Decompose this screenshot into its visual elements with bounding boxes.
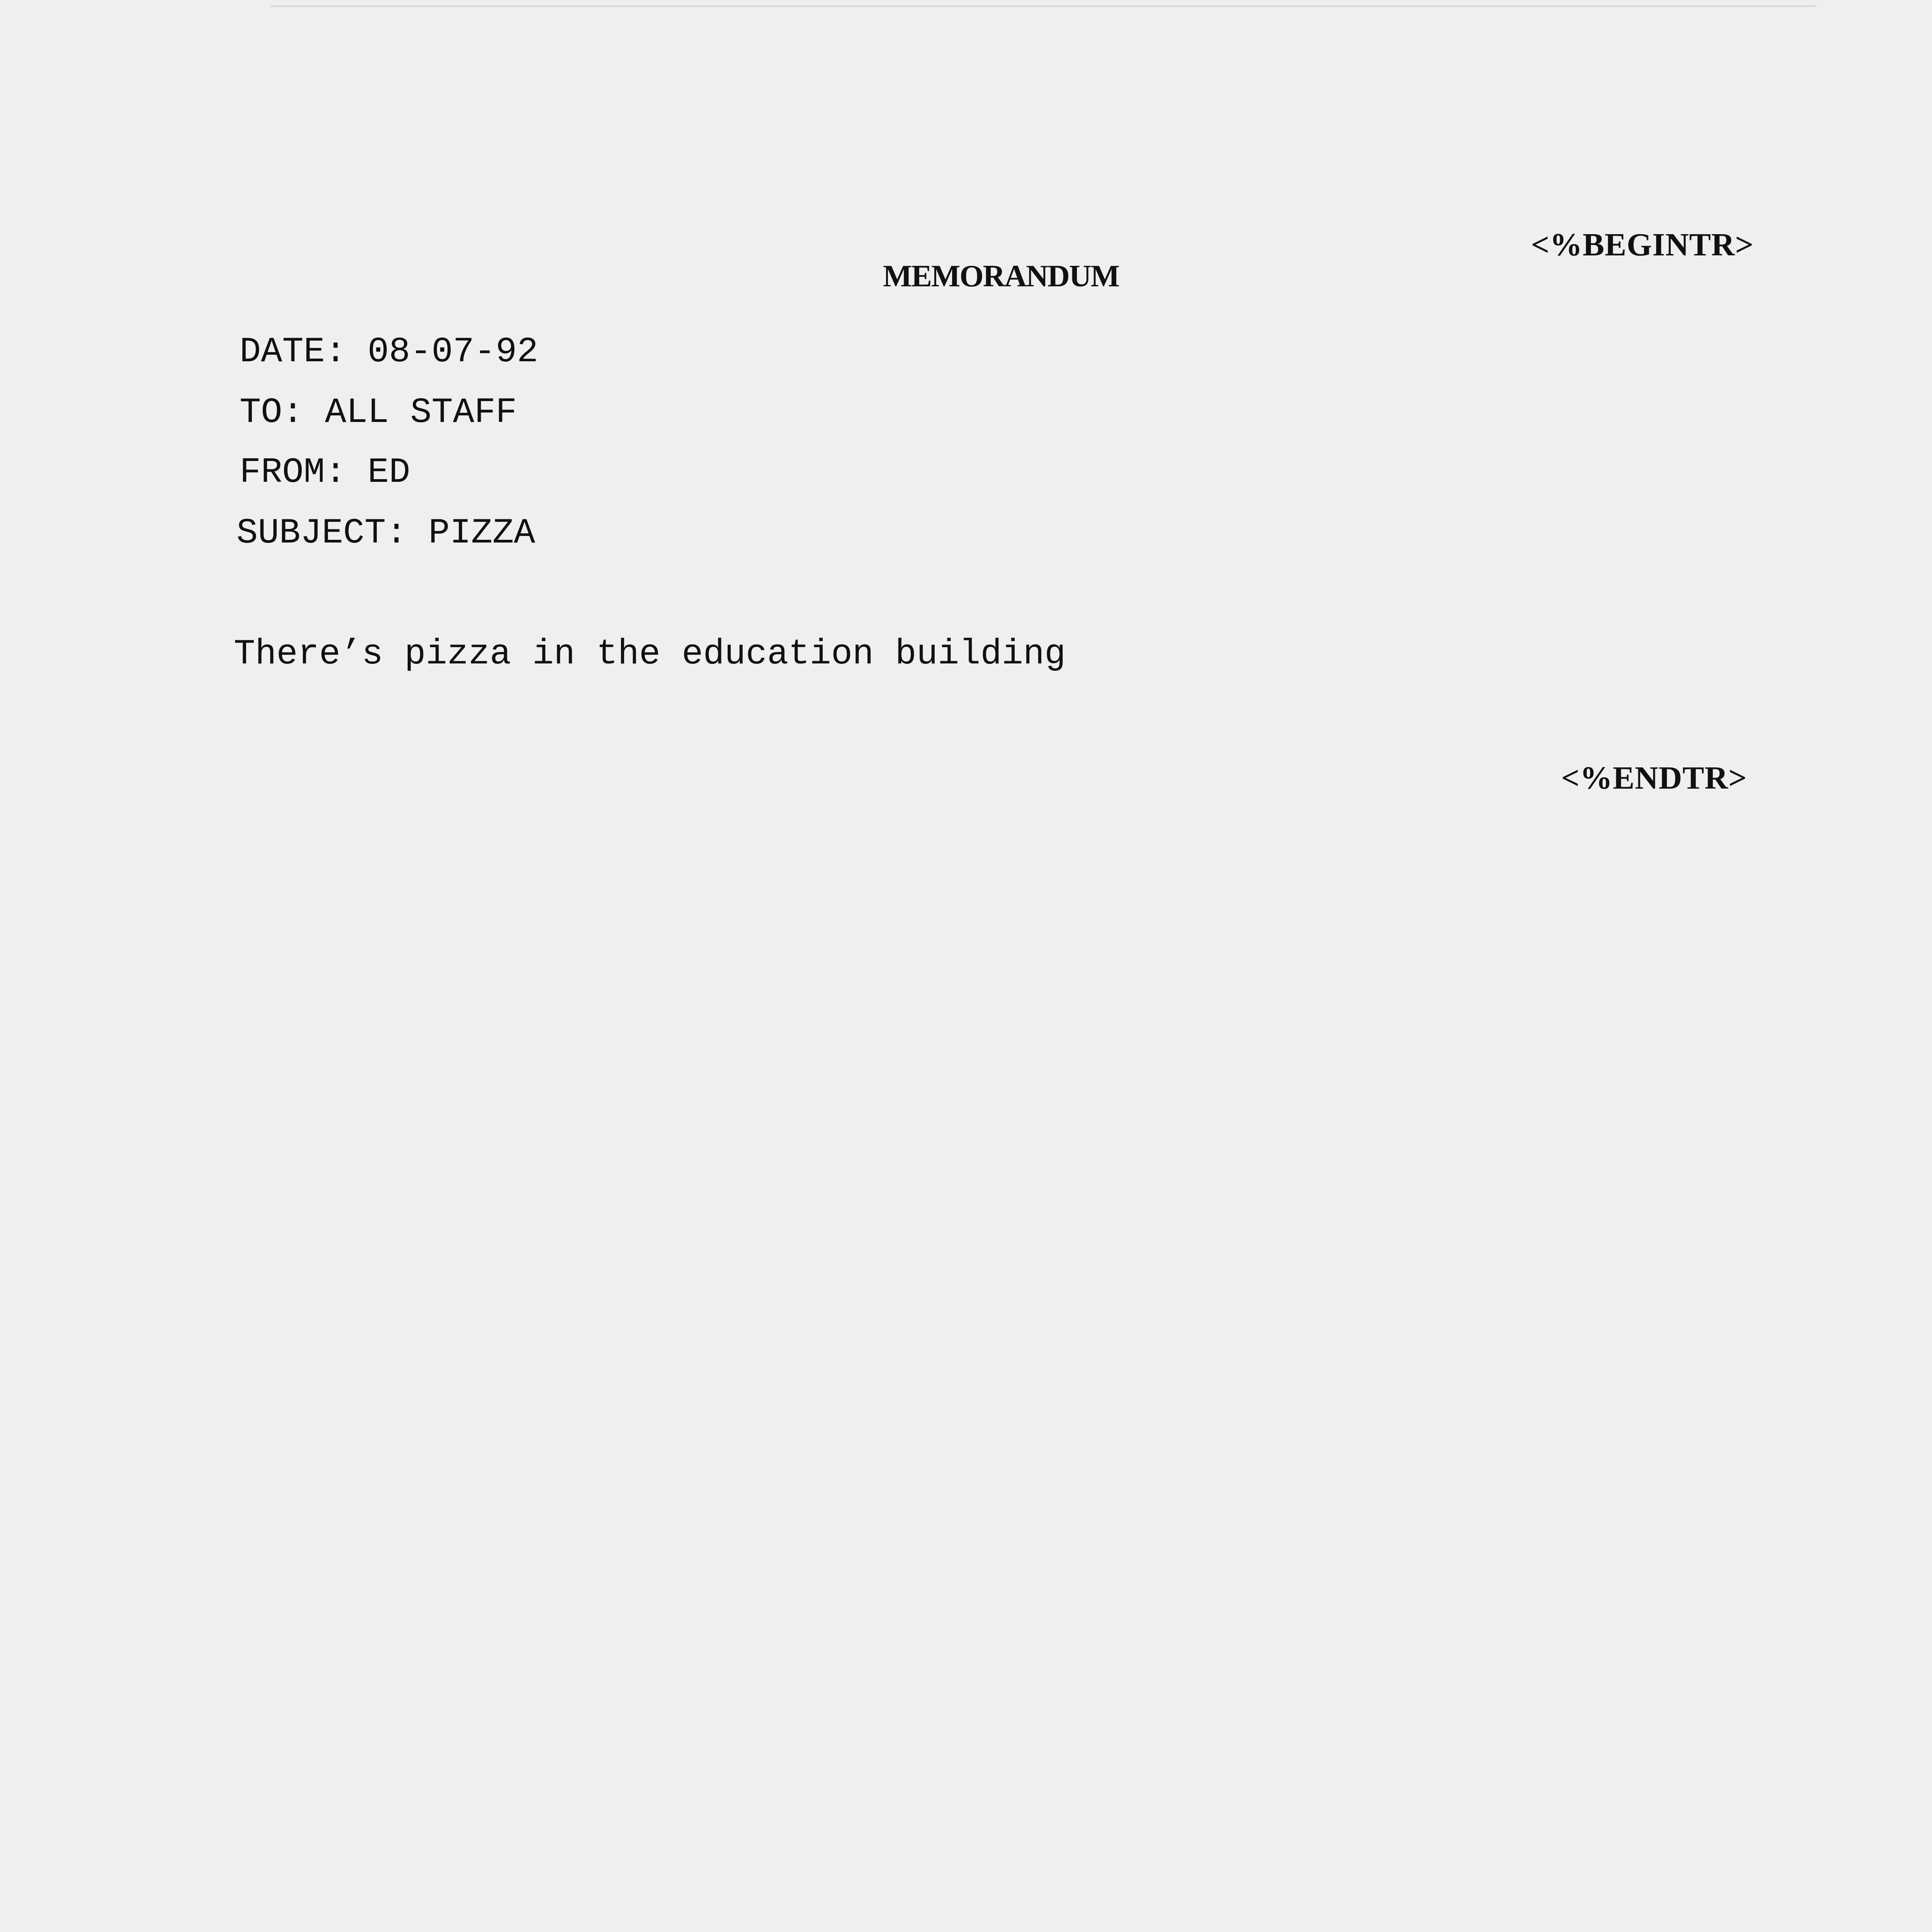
memo-title: MEMORANDUM: [883, 259, 1119, 293]
to-label: TO:: [240, 392, 304, 433]
scan-edge-top: [270, 0, 1816, 7]
subject-value: PIZZA: [428, 513, 535, 553]
to-field: [240, 392, 517, 433]
from-value: ED: [367, 452, 410, 493]
from-field: [240, 452, 410, 493]
end-marker: <%ENDTR>: [1561, 760, 1747, 796]
from-label: FROM:: [240, 452, 347, 493]
subject-label: SUBJECT:: [236, 513, 407, 553]
date-field: [240, 332, 538, 372]
date-value: 08-07-92: [367, 332, 538, 372]
memo-body: There’s pizza in the education building: [234, 634, 1066, 674]
date-label: DATE:: [240, 332, 347, 372]
begin-marker: <%BEGINTR>: [1531, 227, 1754, 263]
to-value: ALL STAFF: [325, 392, 517, 433]
subject-field: [236, 513, 535, 553]
